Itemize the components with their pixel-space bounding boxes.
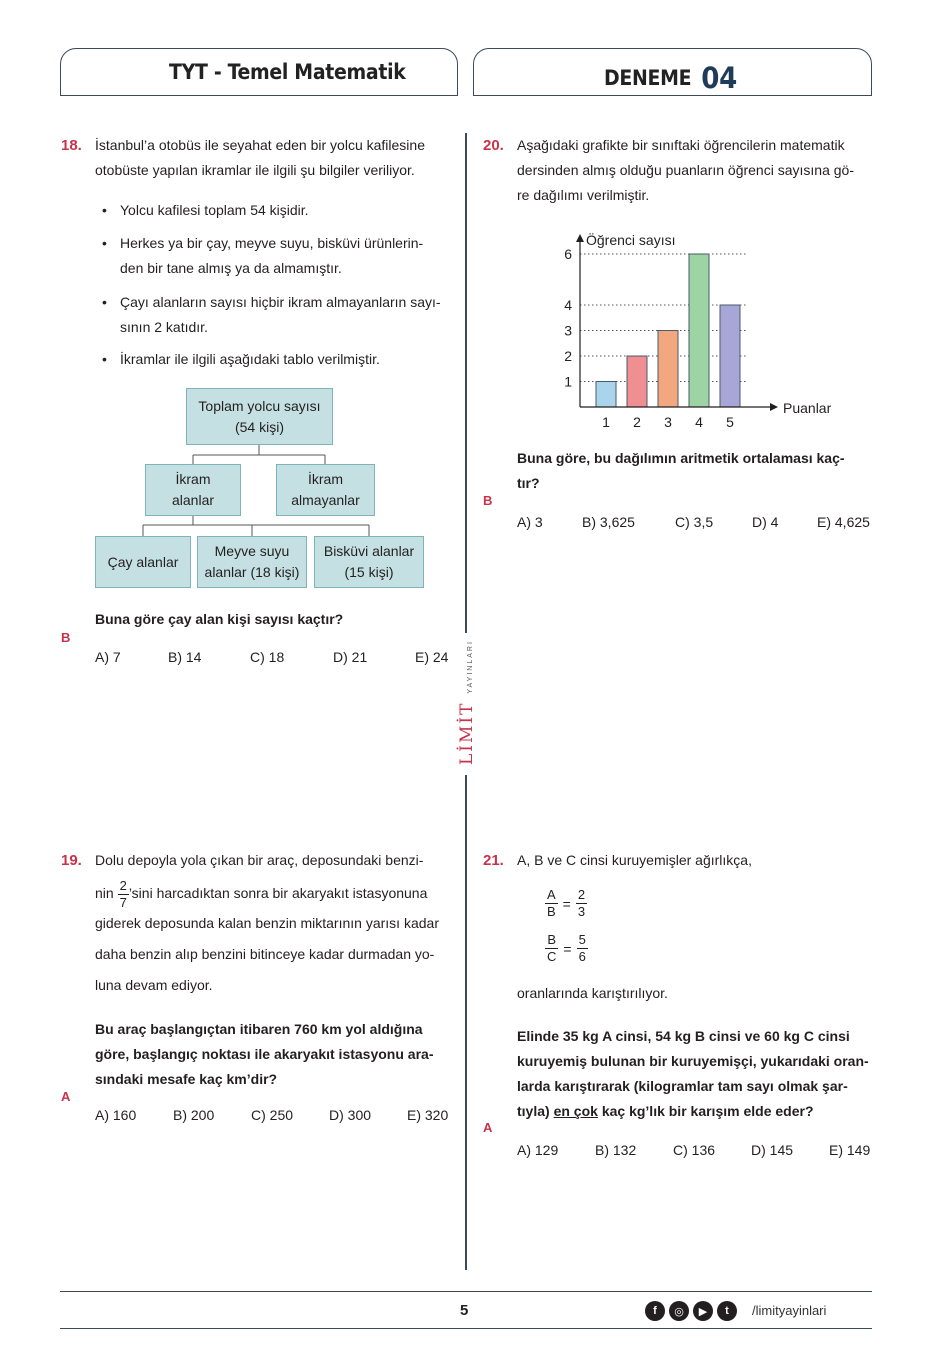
- choice[interactable]: E) 24: [415, 649, 449, 665]
- y-axis-label: Öğrenci sayısı: [586, 232, 676, 248]
- q19-line5: luna devam ediyor.: [95, 977, 213, 993]
- social-handle[interactable]: /limityayinlari: [752, 1303, 827, 1318]
- q18-number: 18.: [61, 137, 82, 154]
- tree-ikram-alanlar-box: İkram alanlar: [145, 464, 241, 516]
- choice[interactable]: D) 145: [751, 1142, 794, 1158]
- q21-intro: A, B ve C cinsi kuruyemişler ağırlıkça,: [517, 852, 752, 868]
- bar: [596, 382, 616, 408]
- y-axis-arrow: [576, 234, 584, 242]
- q18-bullet: • Yolcu kafilesi toplam 54 kişidir.: [105, 198, 450, 223]
- facebook-icon[interactable]: f: [645, 1301, 665, 1321]
- bar: [720, 305, 740, 407]
- bar: [627, 356, 647, 407]
- q19-number: 19.: [61, 852, 82, 869]
- tree-root-box: Toplam yolcu sayısı (54 kişi): [186, 388, 333, 445]
- bar: [658, 331, 678, 408]
- page-number: 5: [460, 1302, 469, 1319]
- underlined-en-cok: en çok: [553, 1103, 598, 1119]
- watermark-brand: LİMİT: [457, 701, 477, 765]
- q18-answer-key: B: [61, 630, 71, 645]
- q19-line3: giderek deposunda kalan benzin miktarının yarısı kadar: [95, 915, 439, 931]
- q19-question: Bu araç başlangıçtan itibaren 760 km yol aldığına göre, başlangıç noktası ile akaryakıt istasyonu ara- sındaki mesafe kaç km’dir?: [95, 1021, 434, 1087]
- instagram-icon[interactable]: ◎: [669, 1301, 689, 1321]
- q20-answer-key: B: [483, 493, 493, 508]
- footer-top-rule: [60, 1291, 872, 1292]
- q21-number: 21.: [483, 852, 504, 869]
- youtube-icon[interactable]: ▶: [693, 1301, 713, 1321]
- x-tick-label: 2: [633, 414, 641, 430]
- y-tick-label: 3: [564, 322, 572, 339]
- footer-bottom-rule: [60, 1328, 872, 1329]
- q19-line1: Dolu depoyla yola çıkan bir araç, deposundaki benzi-: [95, 852, 424, 868]
- choice[interactable]: C) 136: [673, 1142, 716, 1158]
- q21-question: Elinde 35 kg A cinsi, 54 kg B cinsi ve 60 kg C cinsi kuruyemiş bulunan bir kuruyemişçi, yukarıdaki oran- larda karıştırarak (kilogramlar tam sayı olmak şar- tıyla) en çok kaç kg’lık bir karışım elde eder?: [517, 1028, 869, 1119]
- q18-intro: İstanbul’a otobüs ile seyahat eden bir yolcu kafilesine otobüste yapılan ikramlar ile ilgili şu bilgiler veriliyor.: [95, 137, 425, 178]
- choice[interactable]: A) 160: [95, 1107, 137, 1123]
- twitter-icon[interactable]: t: [717, 1301, 737, 1321]
- tree-ikram-almayanlar-box: İkram almayanlar: [276, 464, 375, 516]
- x-tick-label: 5: [726, 414, 734, 430]
- choice[interactable]: B) 3,625: [582, 514, 635, 530]
- publisher-watermark: [456, 640, 478, 770]
- q19-fraction: $\frac{2}{7}$: [119, 877, 127, 910]
- q18-bullet: • Herkes ya bir çay, meyve suyu, bisküvi ürünlerin- den bir tane almış ya da almamıştır.: [105, 231, 450, 281]
- choice[interactable]: A) 129: [517, 1142, 559, 1158]
- choice[interactable]: B) 14: [168, 649, 202, 665]
- choice[interactable]: E) 4,625: [817, 514, 870, 530]
- deneme-number: 04: [701, 61, 737, 95]
- q21-ratio-bc: $\frac{B}{C}$ = $\frac{5}{6}$: [547, 932, 586, 964]
- tree-meyve-suyu-box: Meyve suyu alanlar (18 kişi): [197, 536, 307, 588]
- choice[interactable]: A) 7: [95, 649, 121, 665]
- y-tick-label: 4: [564, 297, 572, 313]
- choice[interactable]: B) 132: [595, 1142, 637, 1158]
- x-tick-label: 1: [602, 414, 610, 430]
- choice[interactable]: A) 3: [517, 514, 543, 530]
- y-tick-label: 1: [564, 373, 572, 390]
- q18-bullet: • İkramlar ile ilgili aşağıdaki tablo verilmiştir.: [105, 347, 450, 372]
- choice[interactable]: C) 18: [250, 649, 285, 665]
- bar-chart: [540, 225, 840, 435]
- q19-line4: daha benzin alıp benzini bitinceye kadar durmadan yo-: [95, 946, 435, 962]
- choice[interactable]: E) 320: [407, 1107, 449, 1123]
- choice[interactable]: B) 200: [173, 1107, 215, 1123]
- bar: [689, 254, 709, 407]
- x-tick-label: 3: [664, 414, 672, 430]
- q21-answer-key: A: [483, 1120, 493, 1135]
- choice[interactable]: D) 21: [333, 649, 368, 665]
- tree-biskuvi-box: Bisküvi alanlar (15 kişi): [314, 536, 424, 588]
- q20-intro: Aşağıdaki grafikte bir sınıftaki öğrencilerin matematik dersinden almış olduğu puanların öğrenci sayısına gö- re dağılımı verilmiştir.: [517, 137, 854, 203]
- header-title: TYT - Temel Matematik: [169, 60, 406, 84]
- choice[interactable]: D) 4: [752, 514, 779, 530]
- q19-answer-key: A: [61, 1089, 71, 1104]
- q21-ratio-ab: $\frac{A}{B}$ = $\frac{2}{3}$: [547, 887, 586, 919]
- q19-line2: nin $\frac{2}{7}$ ’sini harcadıktan sonra bir akaryakıt istasyonuna: [95, 877, 428, 910]
- choice[interactable]: D) 300: [329, 1107, 372, 1123]
- deneme-label: DENEME 04: [604, 61, 737, 95]
- x-tick-label: 4: [695, 414, 703, 430]
- x-axis-label: Puanlar: [783, 400, 832, 416]
- x-axis-arrow: [770, 403, 778, 411]
- q20-question: Buna göre, bu dağılımın aritmetik ortalaması kaç- tır?: [517, 450, 845, 491]
- choice[interactable]: C) 3,5: [675, 514, 714, 530]
- watermark-sub: YAYINLARI: [467, 640, 474, 694]
- choice[interactable]: E) 149: [829, 1142, 871, 1158]
- q18-bullet: • Çayı alanların sayısı hiçbir ikram almayanların sayı- sının 2 katıdır.: [105, 290, 450, 340]
- choice[interactable]: C) 250: [251, 1107, 294, 1123]
- tree-cay-box: Çay alanlar: [95, 536, 191, 588]
- column-divider-bottom: [465, 775, 467, 1270]
- q21-after: oranlarında karıştırılıyor.: [517, 985, 668, 1001]
- y-tick-label: 2: [564, 348, 572, 364]
- q18-question: Buna göre çay alan kişi sayısı kaçtır?: [95, 611, 344, 627]
- y-tick-label: 6: [564, 246, 572, 262]
- q20-number: 20.: [483, 137, 504, 154]
